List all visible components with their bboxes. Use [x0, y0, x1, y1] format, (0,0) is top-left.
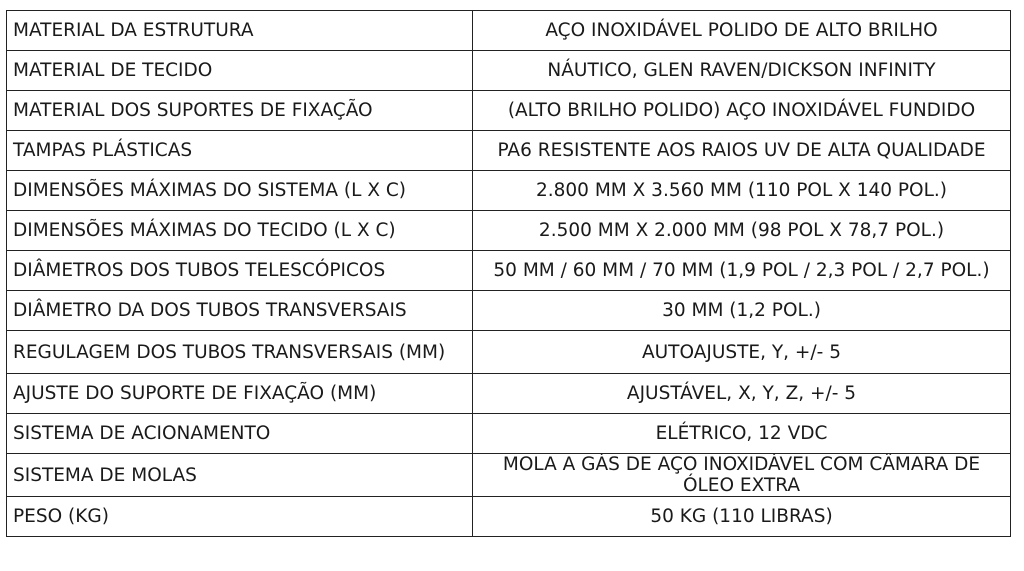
table-row	[7, 454, 1011, 497]
spec-label: DIMENSÕES MÁXIMAS DO SISTEMA (L X C)	[7, 171, 473, 211]
table-row	[7, 251, 1011, 291]
spec-label: TAMPAS PLÁSTICAS	[7, 131, 473, 171]
spec-label: SISTEMA DE ACIONAMENTO	[7, 414, 473, 454]
table-row	[7, 171, 1011, 211]
spec-label: DIMENSÕES MÁXIMAS DO TECIDO (L X C)	[7, 211, 473, 251]
spec-label: MATERIAL DA ESTRUTURA	[7, 11, 473, 51]
spec-label: AJUSTE DO SUPORTE DE FIXAÇÃO (MM)	[7, 374, 473, 414]
spec-value: 30 MM (1,2 POL.)	[473, 291, 1011, 331]
spec-value: ELÉTRICO, 12 VDC	[473, 414, 1011, 454]
table-row	[7, 374, 1011, 414]
spec-value: NÁUTICO, GLEN RAVEN/DICKSON INFINITY	[473, 51, 1011, 91]
spec-value: 2.500 MM X 2.000 MM (98 POL X 78,7 POL.)	[473, 211, 1011, 251]
table-row	[7, 51, 1011, 91]
spec-value: 50 MM / 60 MM / 70 MM (1,9 POL / 2,3 POL / 2,7 POL.)	[473, 251, 1011, 291]
spec-value: AUTOAJUSTE, Y, +/- 5	[473, 331, 1011, 374]
spec-label: MATERIAL DOS SUPORTES DE FIXAÇÃO	[7, 91, 473, 131]
table-row	[7, 414, 1011, 454]
table-row	[7, 291, 1011, 331]
table-row	[7, 331, 1011, 374]
spec-value: (ALTO BRILHO POLIDO) AÇO INOXIDÁVEL FUNDIDO	[473, 91, 1011, 131]
table-row	[7, 131, 1011, 171]
spec-value: AÇO INOXIDÁVEL POLIDO DE ALTO BRILHO	[473, 11, 1011, 51]
table-row	[7, 211, 1011, 251]
spec-label: REGULAGEM DOS TUBOS TRANSVERSAIS (MM)	[7, 331, 473, 374]
spec-label: DIÂMETROS DOS TUBOS TELESCÓPICOS	[7, 251, 473, 291]
spec-label: SISTEMA DE MOLAS	[7, 454, 473, 497]
spec-value: PA6 RESISTENTE AOS RAIOS UV DE ALTA QUALIDADE	[473, 131, 1011, 171]
table-row	[7, 91, 1011, 131]
spec-value: 2.800 MM X 3.560 MM (110 POL X 140 POL.)	[473, 171, 1011, 211]
table-row	[7, 11, 1011, 51]
spec-value: 50 KG (110 LIBRAS)	[473, 497, 1011, 537]
spec-label: MATERIAL DE TECIDO	[7, 51, 473, 91]
table-row	[7, 497, 1011, 537]
spec-value: AJUSTÁVEL, X, Y, Z, +/- 5	[473, 374, 1011, 414]
spec-label: DIÂMETRO DA DOS TUBOS TRANSVERSAIS	[7, 291, 473, 331]
spec-label: PESO (KG)	[7, 497, 473, 537]
spec-value: MOLA A GÁS DE AÇO INOXIDÁVEL COM CÂMARA DE ÓLEO EXTRA	[473, 454, 1011, 497]
specifications-table	[6, 10, 1011, 537]
